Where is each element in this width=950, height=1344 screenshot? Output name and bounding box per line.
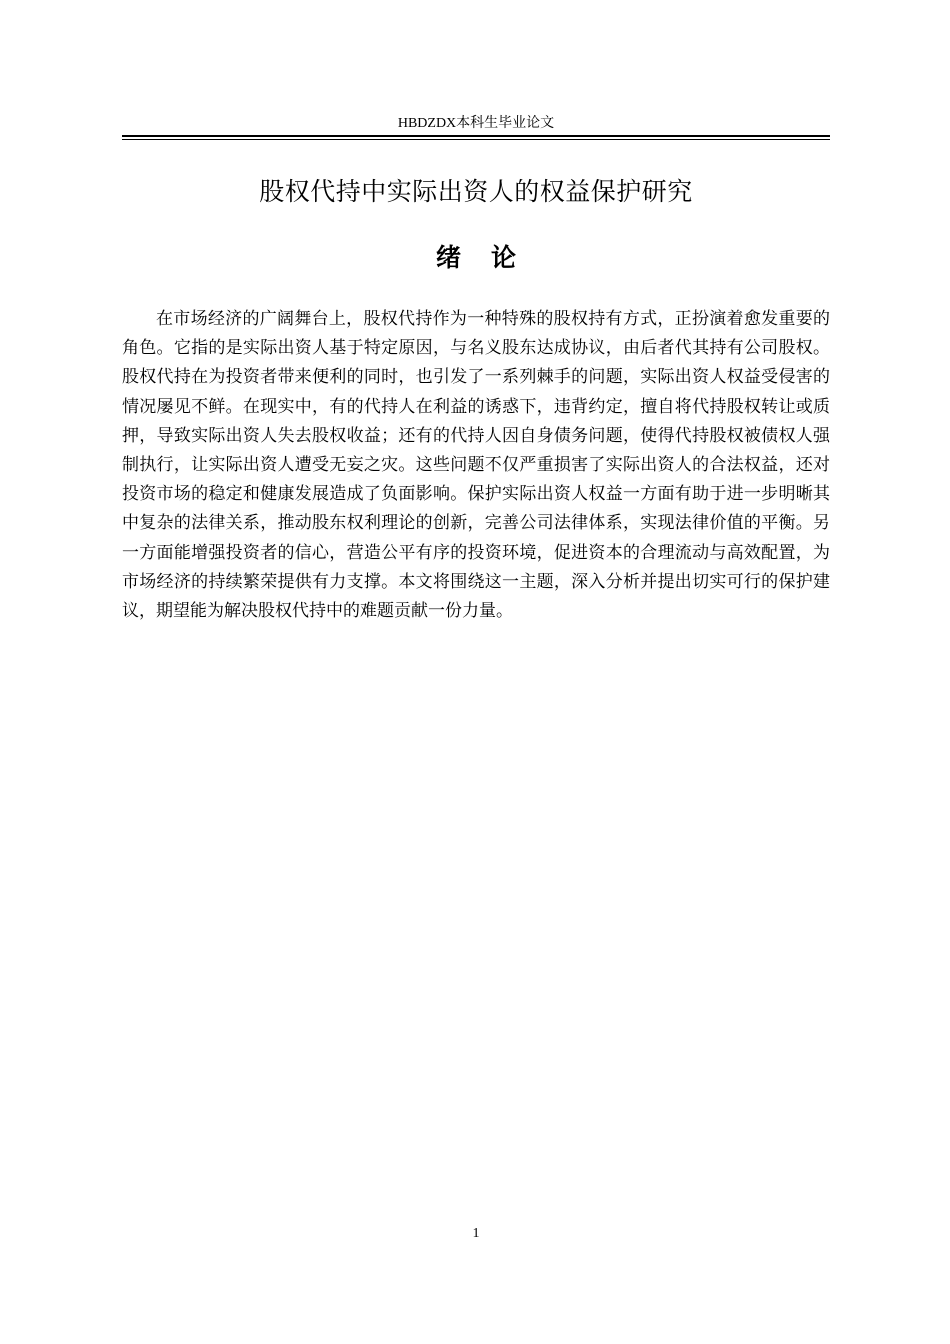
header-rule-thin bbox=[122, 139, 830, 140]
page-number: 1 bbox=[472, 1226, 480, 1241]
header-rule-thick bbox=[122, 135, 830, 137]
document-title: 股权代持中实际出资人的权益保护研究 bbox=[259, 177, 693, 206]
section-heading: 绪论 bbox=[435, 243, 546, 272]
body-paragraph: 在市场经济的广阔舞台上，股权代持作为一种特殊的股权持有方式，正扮演着愈发重要的角色。它指的是实际出资人基于特定原因，与名义股东达成协议，由后者代其持有公司股权。股权代持在为投资者带来便利的同时，也引发了一系列棘手的问题，实际出资人权益受侵害的情况屡见不鲜。在现实中，有的代持人在利益的诱惑下，违背约定，擅自将代持股权转让或质押，导致实际出资人失去股权收益；还有的代持人因自身债务问题，使得代持股权被债权人强制执行，让实际出资人遭受无妄之灾。这些问题不仅严重损害了实际出资人的合法权益，还对投资市场的稳定和健康发展造成了负面影响。保护实际出资人权益一方面有助于进一步明晰其中复杂的法律关系，推动股东权利理论的创新，完善公司法律体系，实现法律价值的平衡。另一方面能增强投资者的信心，营造公平有序的投资环境，促进资本的合理流动与高效配置，为市场经济的持续繁荣提供有力支撑。本文将围绕这一主题，深入分析并提出切实可行的保护建议，期望能为解决股权代持中的难题贡献一份力量。 bbox=[122, 309, 830, 622]
running-header: HBDZDX本科生毕业论文 bbox=[397, 116, 555, 131]
